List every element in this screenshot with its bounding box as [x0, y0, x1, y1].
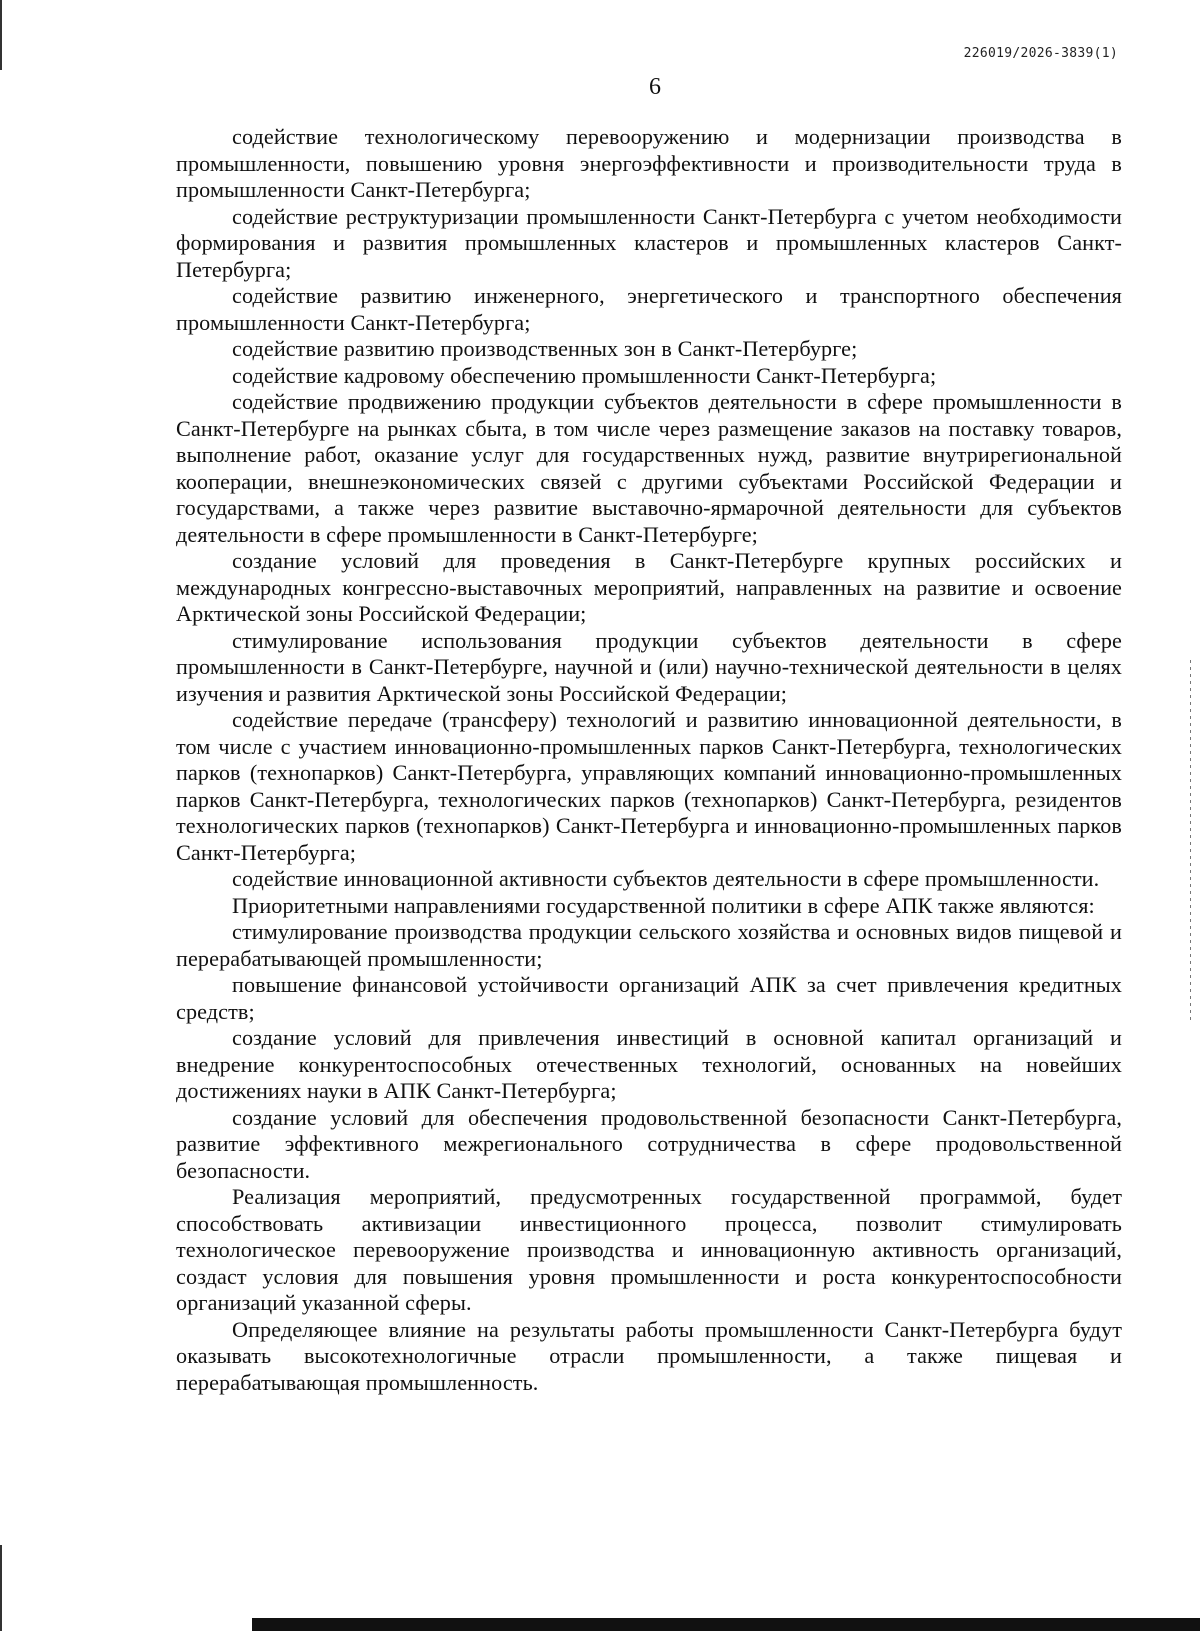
paragraph: повышение финансовой устойчивости организаций АПК за счет привлечения кредитных средств;: [176, 972, 1122, 1024]
scan-bottom-bar: [252, 1618, 1200, 1631]
page-number: 6: [649, 74, 661, 100]
paragraph: стимулирование использования продукции субъектов деятельности в сфере промышленности в Санкт-Петербурге, научной и (или) научно-технической деятельности в целях изучения и развития Арктической зоны Российской Федерации;: [176, 627, 1122, 706]
paragraph: создание условий для обеспечения продовольственной безопасности Санкт-Петербурга, развитие эффективного межрегионального сотрудничества в сфере продовольственной безопасности.: [176, 1104, 1122, 1183]
paragraph: создание условий для привлечения инвестиций в основной капитал организаций и внедрение конкурентоспособных отечественных технологий, основанных на новейших достижениях науки в АПК Санкт-Петербурга;: [176, 1025, 1122, 1103]
scan-edge-left-bottom: [0, 1545, 2, 1631]
paragraph: содействие развитию инженерного, энергетического и транспортного обеспечения промышленности Санкт-Петербурга;: [176, 283, 1122, 335]
paragraph: содействие реструктуризации промышленности Санкт-Петербурга с учетом необходимости формирования и развития промышленных кластеров и промышленных кластеров Санкт-Петербурга;: [176, 203, 1122, 282]
paragraph: содействие технологическому перевооружению и модернизации производства в промышленности, повышению уровня энергоэффективности и производительности труда в промышленности Санкт-Петербурга;: [176, 124, 1122, 202]
document-id: 226019/2026-3839(1): [963, 46, 1118, 61]
paragraph: содействие передаче (трансферу) технологий и развитию инновационной деятельности, в том числе с участием инновационно-промышленных парков Санкт-Петербурга, технологических парков (технопарков) Санкт-Петербурга, управляющих компаний инновационно-промышленных парков Санкт-Петербурга, технологических парков (технопарков) Санкт-Петербурга, резидентов технологических парков (технопарков) Санкт-Петербурга и инновационно-промышленных парков Санкт-Петербурга;: [176, 707, 1122, 865]
paragraph: стимулирование производства продукции сельского хозяйства и основных видов пищевой и перерабатывающей промышленности;: [176, 919, 1122, 971]
paragraph: содействие инновационной активности субъектов деятельности в сфере промышленности.: [232, 866, 1100, 891]
paragraph: создание условий для проведения в Санкт-Петербурге крупных российских и международных конгрессно-выставочных мероприятий, направленных на развитие и освоение Арктической зоны Российской Федерации;: [176, 548, 1122, 626]
paragraph: Реализация мероприятий, предусмотренных государственной программой, будет способствовать активизации инвестиционного процесса, позволит стимулировать технологическое перевооружение производства и инновационную активность организаций, создаст условия для повышения уровня промышленности и роста конкурентоспособности организаций указанной сферы.: [176, 1184, 1122, 1315]
scan-edge-left: [0, 0, 2, 70]
paragraph: Определяющее влияние на результаты работы промышленности Санкт-Петербурга будут оказывать высокотехнологичные отрасли промышленности, а также пищевая и перерабатывающая промышленность.: [176, 1316, 1122, 1395]
paragraph: содействие кадровому обеспечению промышленности Санкт-Петербурга;: [232, 362, 937, 388]
paragraph: содействие развитию производственных зон в Санкт-Петербурге;: [232, 336, 858, 361]
paragraph: содействие продвижению продукции субъектов деятельности в сфере промышленности в Санкт-Петербурге на рынках сбыта, в том числе через размещение заказов на поставку товаров, выполнение работ, оказание услуг для государственных нужд, развитие внутрирегиональной кооперации, внешнеэкономических связей с другими субъектами Российской Федерации и государствами, а также через развитие выставочно-ярмарочной деятельности для субъектов деятельности в сфере промышленности в Санкт-Петербурге;: [176, 389, 1122, 547]
paragraph: Приоритетными направлениями государственной политики в сфере АПК также являются:: [232, 892, 1095, 918]
scan-edge-right: [1190, 660, 1191, 1020]
document-body: [176, 124, 1122, 1396]
